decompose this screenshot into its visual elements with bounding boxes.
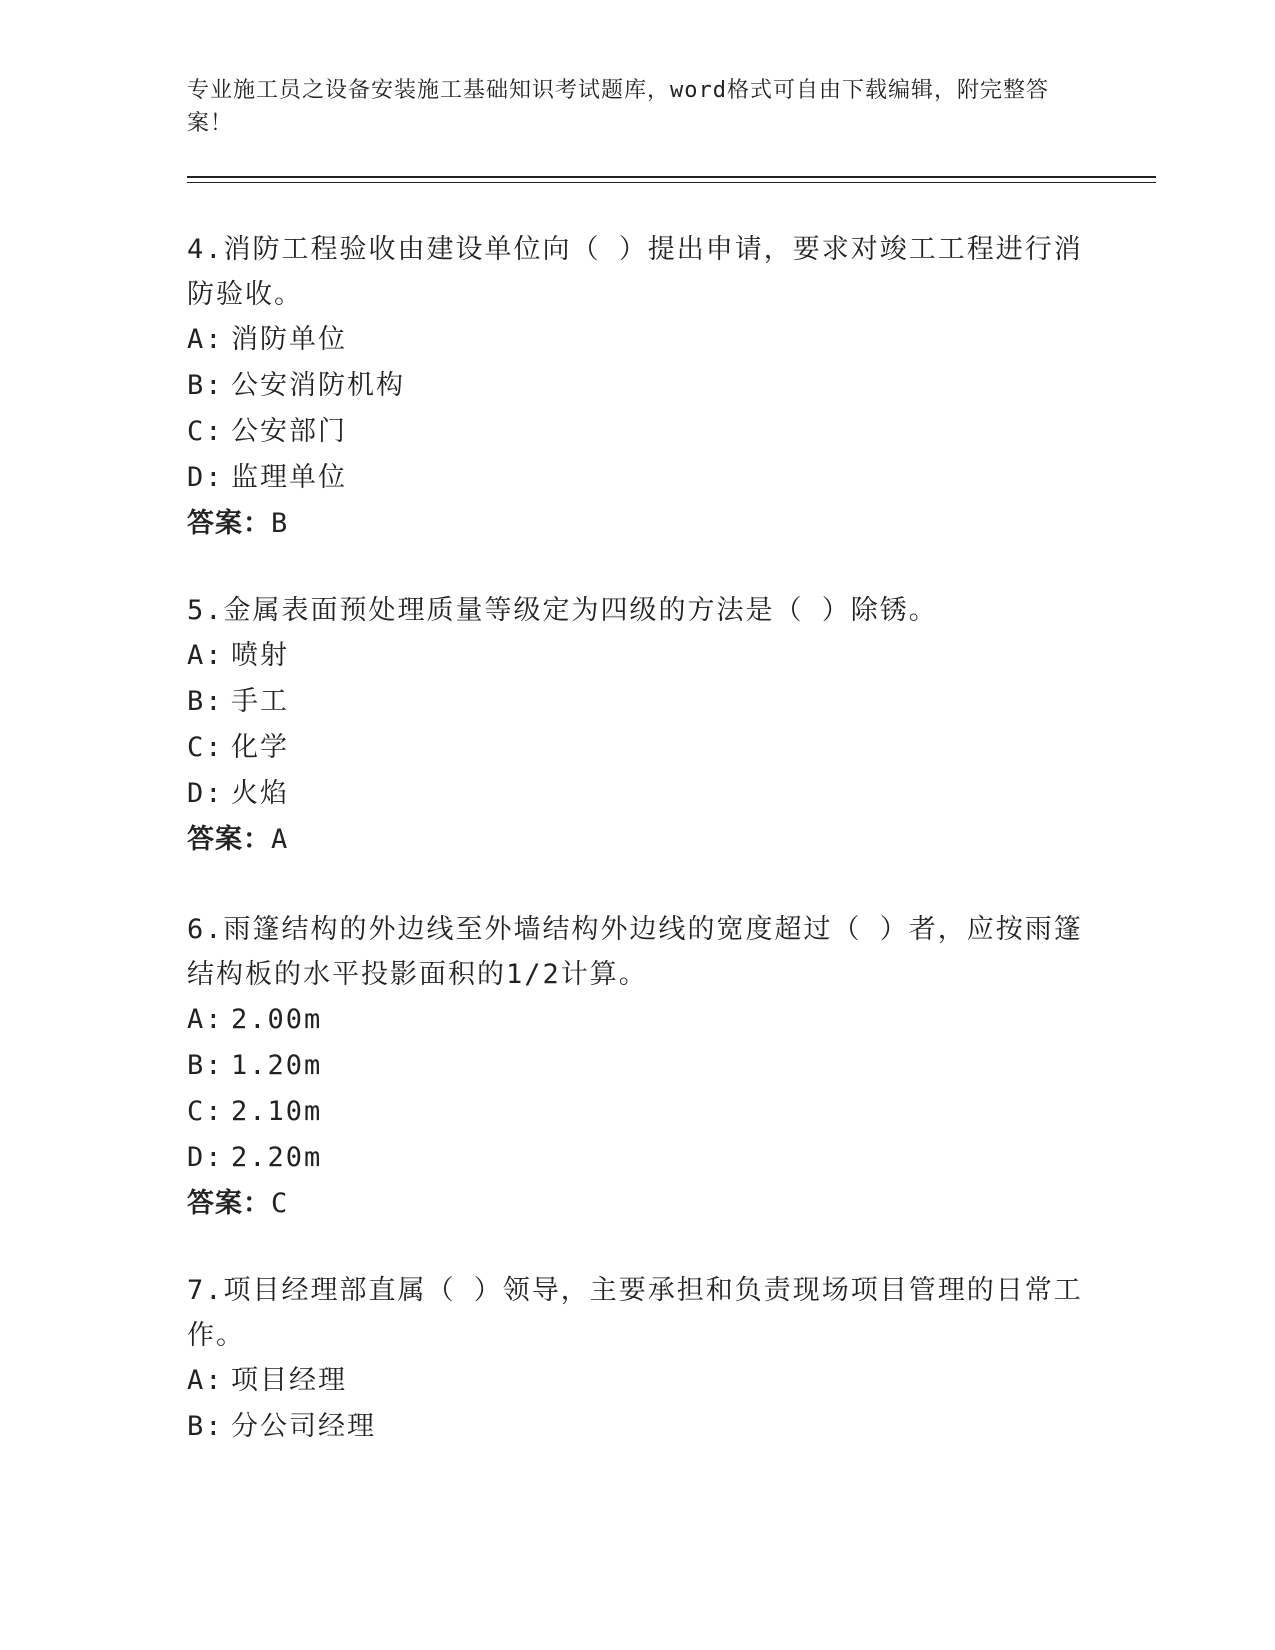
question-text: 7.项目经理部直属（ ）领导，主要承担和负责现场项目管理的日常工作。: [187, 1275, 1083, 1351]
option-c: C: 2.10m: [187, 1096, 323, 1127]
option-c: C: 化学: [187, 732, 289, 763]
option-b: B: 手工: [187, 686, 289, 717]
answer: 答案：A: [187, 824, 289, 855]
option-b: B: 公安消防机构: [187, 370, 405, 401]
document-title: 专业施工员之设备安装施工基础知识考试题库，word格式可自由下载编辑，附完整答案！: [187, 78, 1049, 136]
header-divider-thin: [187, 182, 1156, 183]
question-7: [187, 1268, 1087, 1450]
option-b: B: 1.20m: [187, 1050, 323, 1081]
option-a: A: 喷射: [187, 640, 289, 671]
header-divider-thick: [187, 176, 1156, 178]
question-6: [187, 907, 1087, 1227]
option-a: A: 消防单位: [187, 324, 347, 355]
answer: 答案：C: [187, 1188, 289, 1219]
option-c: C: 公安部门: [187, 416, 347, 447]
answer: 答案：B: [187, 508, 289, 539]
option-d: D: 火焰: [187, 778, 289, 809]
option-a: A: 2.00m: [187, 1004, 323, 1035]
option-b: B: 分公司经理: [187, 1411, 376, 1442]
option-d: D: 2.20m: [187, 1142, 323, 1173]
question-text: 6.雨篷结构的外边线至外墙结构外边线的宽度超过（ ）者，应按雨篷结构板的水平投影面积的1/2计算。: [187, 914, 1083, 990]
question-4: [187, 227, 1087, 547]
question-text: 5.金属表面预处理质量等级定为四级的方法是（ ）除锈。: [187, 595, 938, 626]
option-a: A: 项目经理: [187, 1365, 347, 1396]
question-text: 4.消防工程验收由建设单位向（ ）提出申请，要求对竣工工程进行消防验收。: [187, 234, 1083, 310]
question-5: [187, 588, 1087, 863]
option-d: D: 监理单位: [187, 462, 347, 493]
